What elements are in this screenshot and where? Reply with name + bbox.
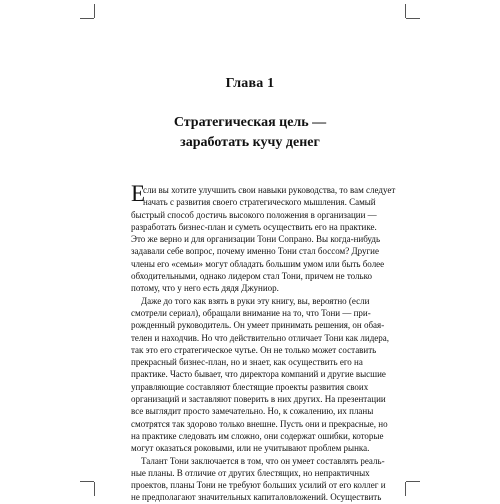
- text-line: практике. Часто бывает, что директора компаний и другие высшие: [131, 369, 386, 380]
- crop-mark-top-right-v: [405, 4, 406, 18]
- crop-mark-bottom-right: [406, 481, 420, 482]
- text-line: на практике следовать им сложно, они содержат ошибки, которые: [131, 430, 384, 441]
- text-line: ные планы. В отличие от других блестящих, но непрактичных: [131, 467, 370, 478]
- heading-line-1: Стратегическая цель —: [173, 115, 327, 130]
- text-line: рожденный руководитель. Он умеет принимать решения, он обая-: [131, 320, 385, 331]
- paragraph-2-first-line: Даже до того как взять в руки эту книгу, вы, вероятно (если: [141, 295, 370, 306]
- text-line: обходительными, однако лидером стал Тони, причем не только: [131, 271, 373, 282]
- text-line: проектов, планы Тони не требуют больших усилий от его коллег и: [131, 480, 386, 491]
- text-line: потому, что у него есть дядя Джуниор.: [131, 283, 279, 294]
- text-line: могут оказаться роковыми, или не учитывают проблем рынка.: [131, 443, 370, 454]
- crop-mark-top-left-v: [94, 4, 95, 18]
- chapter-heading: [0, 113, 500, 153]
- crop-mark-bottom-left-v: [94, 482, 95, 496]
- text-line: быстрый способ достичь высокого положения в организации —: [131, 209, 377, 220]
- text-line: организаций и заставляют поверить в них других. На презентации: [131, 394, 386, 405]
- text-line: разработать бизнес-план и суметь осуществить его на практике.: [131, 221, 377, 232]
- text-line: сли вы хотите улучшить свои навыки руководства, то вам следует: [143, 185, 396, 195]
- chapter-title: Глава 1: [225, 76, 275, 91]
- text-line: члены его «семьи» могут обладать большим умом или быть более: [131, 258, 385, 269]
- text-line: все выглядит просто замечательно. Но, к сожалению, их планы: [131, 406, 374, 417]
- heading-line-2: заработать кучу денег: [180, 135, 320, 150]
- crop-mark-bottom-left: [80, 481, 94, 482]
- drop-cap: Е: [131, 181, 146, 206]
- crop-mark-top-right: [406, 18, 420, 19]
- text-line: телен и находчив. Но что действительно отличает Тони как лидера,: [131, 332, 390, 343]
- text-line: начать с развития своего стратегического мышления. Самый: [143, 197, 376, 208]
- text-line: не предполагают значительных капиталовложений. Осуществить: [131, 492, 382, 503]
- body-text: [131, 181, 396, 504]
- text-line: смотрели сериал), обращали внимание на то, что Тони — при-: [131, 307, 371, 318]
- text-line: задавали себе вопрос, почему именно Тони стал боссом? Другие: [131, 246, 379, 257]
- crop-mark-bottom-right-v: [405, 482, 406, 496]
- text-line: так это его стратегическое чутье. Он не только может составить: [131, 344, 377, 355]
- crop-mark-top-left: [80, 18, 94, 19]
- text-line: управляющие составляют блестящие проекты развития своих: [131, 381, 369, 392]
- text-line: прекрасный бизнес-план, но и знает, как осуществить его на: [131, 357, 363, 368]
- text-line: смотрятся так здорово только внешне. Пусть они и прекрасные, но: [131, 418, 388, 429]
- paragraph-3-first-line: Талант Тони заключается в том, что он умеет составлять реаль-: [141, 455, 385, 466]
- text-line: Это же верно и для организации Тони Сопрано. Вы когда-нибудь: [131, 234, 381, 245]
